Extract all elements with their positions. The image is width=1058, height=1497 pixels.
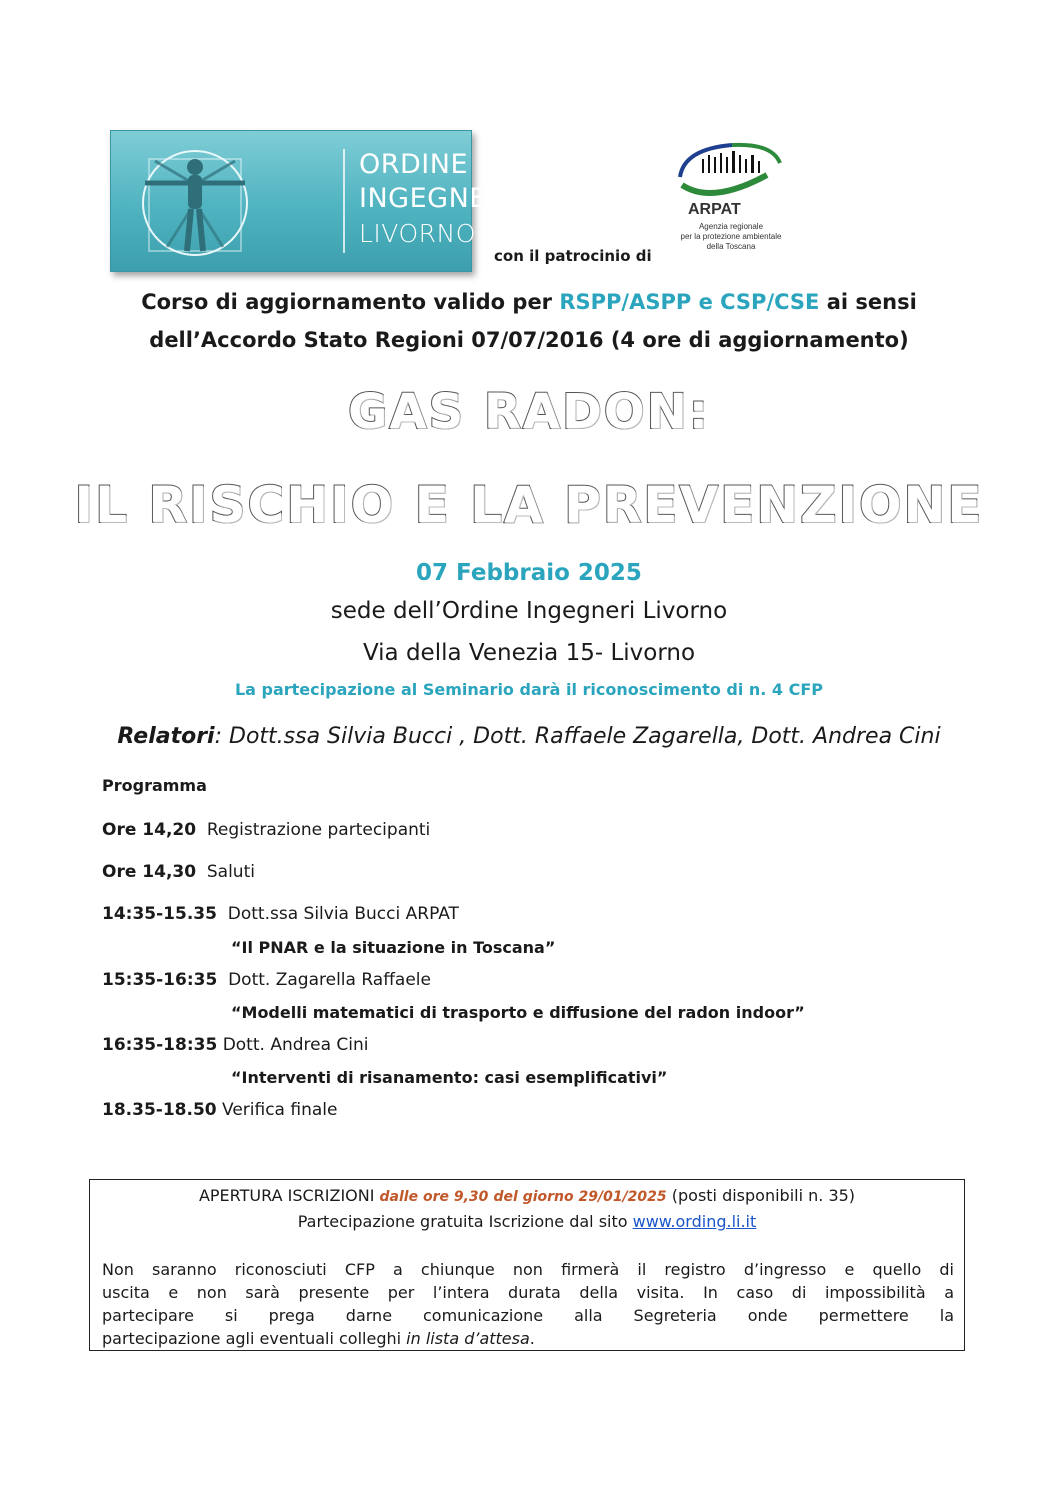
logo-text-livorno: LIVORNO <box>359 219 476 248</box>
registration-seats: (posti disponibili n. 35) <box>671 1186 856 1205</box>
course-description-line-1 <box>0 290 1058 314</box>
main-title-line-2: IL RISCHIO E LA PREVENZIONE <box>74 476 984 534</box>
arpat-subtitle <box>676 222 786 252</box>
event-date: 07 Febbraio 2025 <box>416 560 642 586</box>
program-text: Dott. Zagarella Raffaele <box>228 970 431 990</box>
program-talk-title: “Il PNAR e la situazione in Toscana” <box>231 938 556 957</box>
logo-text-ordine: ORDINE <box>359 149 469 180</box>
notice-line: partecipare si prega darne comunicazione alla Segreteria onde permettere la <box>102 1306 954 1325</box>
course-text: Corso di aggiornamento valido per <box>141 290 560 314</box>
registration-link[interactable]: www.ording.li.it <box>632 1212 757 1231</box>
program-item <box>102 970 431 990</box>
registration-open-time: dalle ore 9,30 <box>379 1189 489 1205</box>
program-text: Dott.ssa Silvia Bucci ARPAT <box>227 904 459 924</box>
registration-open-date: del giorno 29/01/2025 <box>493 1189 667 1205</box>
course-roles: RSPP/ASPP e CSP/CSE <box>559 290 820 314</box>
ordine-ingegneri-logo <box>110 130 515 272</box>
program-text: Dott. Andrea Cini <box>222 1035 369 1055</box>
program-time: 18.35-18.50 <box>102 1100 217 1120</box>
arpat-logo <box>672 135 792 260</box>
speakers-names: : Dott.ssa Silvia Bucci , Dott. Raffaele Zagarella, Dott. Andrea Cini <box>214 724 941 749</box>
logo-divider <box>343 149 345 253</box>
cfp-note: La partecipazione al Seminario darà il riconoscimento di n. 4 CFP <box>234 680 824 699</box>
notice-line: Non saranno riconosciuti CFP a chiunque non firmerà il registro d’ingresso e quello di <box>102 1260 954 1279</box>
program-item <box>102 820 430 840</box>
speakers-label: Relatori <box>117 724 215 749</box>
arpat-emblem-icon <box>672 135 792 199</box>
program-time: Ore 14,20 <box>102 820 197 840</box>
notice-waitlist: in lista d’attesa <box>406 1329 530 1348</box>
arpat-name: ARPAT <box>688 201 741 218</box>
vitruvian-man-icon <box>127 137 267 265</box>
registration-open-line <box>90 1186 964 1205</box>
registration-site-line <box>90 1212 964 1231</box>
notice-text: partecipazione agli eventuali colleghi <box>102 1329 407 1348</box>
program-item <box>102 862 255 882</box>
speakers-line <box>0 724 1058 749</box>
program-text: Verifica finale <box>222 1100 338 1120</box>
program-text: Saluti <box>206 862 255 882</box>
program-talk-title: “Interventi di risanamento: casi esemplificativi” <box>231 1068 668 1087</box>
program-time: Ore 14,30 <box>102 862 197 882</box>
main-title-line-1: GAS RADON: <box>348 384 710 440</box>
program-time: 16:35-18:35 <box>102 1035 218 1055</box>
registration-site-text: Partecipazione gratuita Iscrizione dal sito <box>297 1212 633 1231</box>
program-time: 14:35-15.35 <box>102 904 217 924</box>
program-talk-title: “Modelli matematici di trasporto e diffusione del radon indoor” <box>231 1003 805 1022</box>
course-text: ai sensi <box>819 290 917 314</box>
notice-line <box>102 1329 954 1348</box>
notice-line: uscita e non sarà presente per l’intera durata della visita. In caso di impossibilità a <box>102 1283 954 1302</box>
course-description-line-2: dell’Accordo Stato Regioni 07/07/2016 (4 ore di aggiornamento) <box>149 328 909 352</box>
program-heading: Programma <box>102 776 207 795</box>
event-address: Via della Venezia 15- Livorno <box>362 640 696 666</box>
program-time: 15:35-16:35 <box>102 970 218 990</box>
arpat-sub-line: Agenzia regionale <box>698 222 764 231</box>
arpat-sub-line: della Toscana <box>706 242 756 251</box>
event-venue: sede dell’Ordine Ingegneri Livorno <box>330 598 728 624</box>
arpat-sub-line: per la protezione ambientale <box>680 232 782 241</box>
registration-open-label: APERTURA ISCRIZIONI <box>198 1186 375 1205</box>
program-item <box>102 1100 337 1120</box>
patronage-text: con il patrocinio di <box>494 247 652 265</box>
program-item <box>102 904 459 924</box>
notice-text: . <box>529 1329 535 1348</box>
logo-text-ingegneri: INGEGNERI <box>359 183 515 214</box>
program-text: Registrazione partecipanti <box>206 820 431 840</box>
program-item <box>102 1035 369 1055</box>
registration-box <box>89 1179 965 1351</box>
